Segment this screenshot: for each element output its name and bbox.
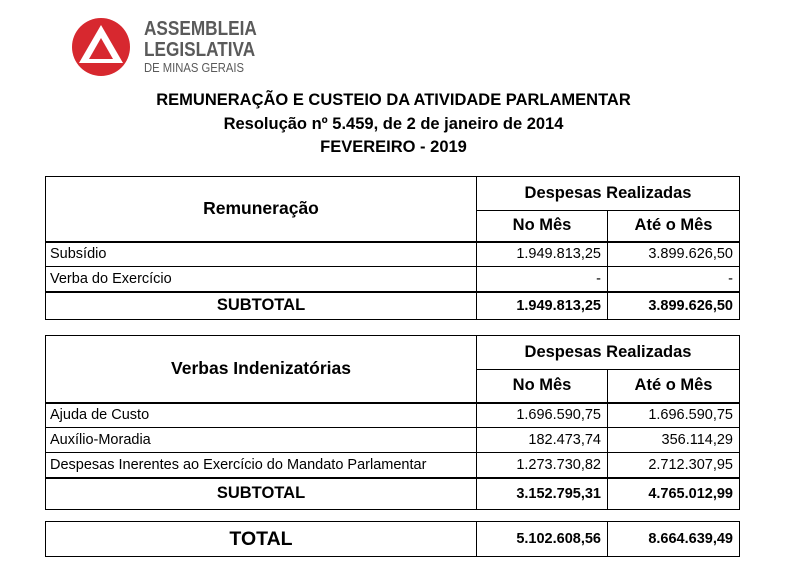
row-month-value: - <box>477 267 608 292</box>
table-row <box>46 267 740 292</box>
triangle-logo-icon <box>66 14 136 76</box>
row-cumulative-value: 1.696.590,75 <box>608 403 740 428</box>
verbas-section-title: Verbas Indenizatórias <box>46 336 477 403</box>
verbas-group-header: Despesas Realizadas <box>477 336 740 370</box>
row-month-value: 1.273.730,82 <box>477 453 608 478</box>
row-cumulative-value: 3.899.626,50 <box>608 242 740 267</box>
row-month-value: 182.473,74 <box>477 428 608 453</box>
verbas-table <box>45 335 740 510</box>
subtotal-row <box>46 292 740 320</box>
verbas-col-cumulative: Até o Mês <box>608 370 740 403</box>
logo-line-3: DE MINAS GERAIS <box>144 61 245 75</box>
row-month-value: 1.949.813,25 <box>477 242 608 267</box>
verbas-col-month: No Mês <box>477 370 608 403</box>
row-cumulative-value: 2.712.307,95 <box>608 453 740 478</box>
table-row <box>46 242 740 267</box>
total-cumulative-value: 8.664.639,49 <box>608 522 740 557</box>
total-row <box>46 522 740 557</box>
total-table <box>45 521 740 557</box>
subtotal-row <box>46 478 740 510</box>
subtotal-label: SUBTOTAL <box>46 292 477 320</box>
subtotal-cumulative-value: 3.899.626,50 <box>608 292 740 320</box>
subtotal-label: SUBTOTAL <box>46 478 477 510</box>
logo-line-2: LEGISLATIVA <box>144 39 256 61</box>
remuneracao-col-month: No Mês <box>477 211 608 242</box>
remuneracao-col-cumulative: Até o Mês <box>608 211 740 242</box>
subtotal-cumulative-value: 4.765.012,99 <box>608 478 740 510</box>
subtotal-month-value: 1.949.813,25 <box>477 292 608 320</box>
table-row <box>46 403 740 428</box>
total-month-value: 5.102.608,56 <box>477 522 608 557</box>
remuneracao-section-title: Remuneração <box>46 177 477 242</box>
subtotal-month-value: 3.152.795,31 <box>477 478 608 510</box>
row-label: Verba do Exercício <box>46 267 477 292</box>
row-label: Subsídio <box>46 242 477 267</box>
table-row <box>46 428 740 453</box>
logo-line-1: ASSEMBLEIA <box>144 18 257 40</box>
remuneracao-group-header: Despesas Realizadas <box>477 177 740 211</box>
table-row <box>46 453 740 478</box>
assembly-logo <box>66 14 266 76</box>
row-month-value: 1.696.590,75 <box>477 403 608 428</box>
row-cumulative-value: - <box>608 267 740 292</box>
row-cumulative-value: 356.114,29 <box>608 428 740 453</box>
period-subtitle: FEVEREIRO - 2019 <box>320 138 467 156</box>
row-label: Despesas Inerentes ao Exercício do Mandato Parlamentar <box>46 453 477 478</box>
total-label: TOTAL <box>46 522 477 557</box>
row-label: Auxílio-Moradia <box>46 428 477 453</box>
resolution-subtitle: Resolução nº 5.459, de 2 de janeiro de 2014 <box>223 115 564 133</box>
page-title: REMUNERAÇÃO E CUSTEIO DA ATIVIDADE PARLAMENTAR <box>156 91 631 109</box>
row-label: Ajuda de Custo <box>46 403 477 428</box>
remuneracao-table <box>45 176 740 320</box>
